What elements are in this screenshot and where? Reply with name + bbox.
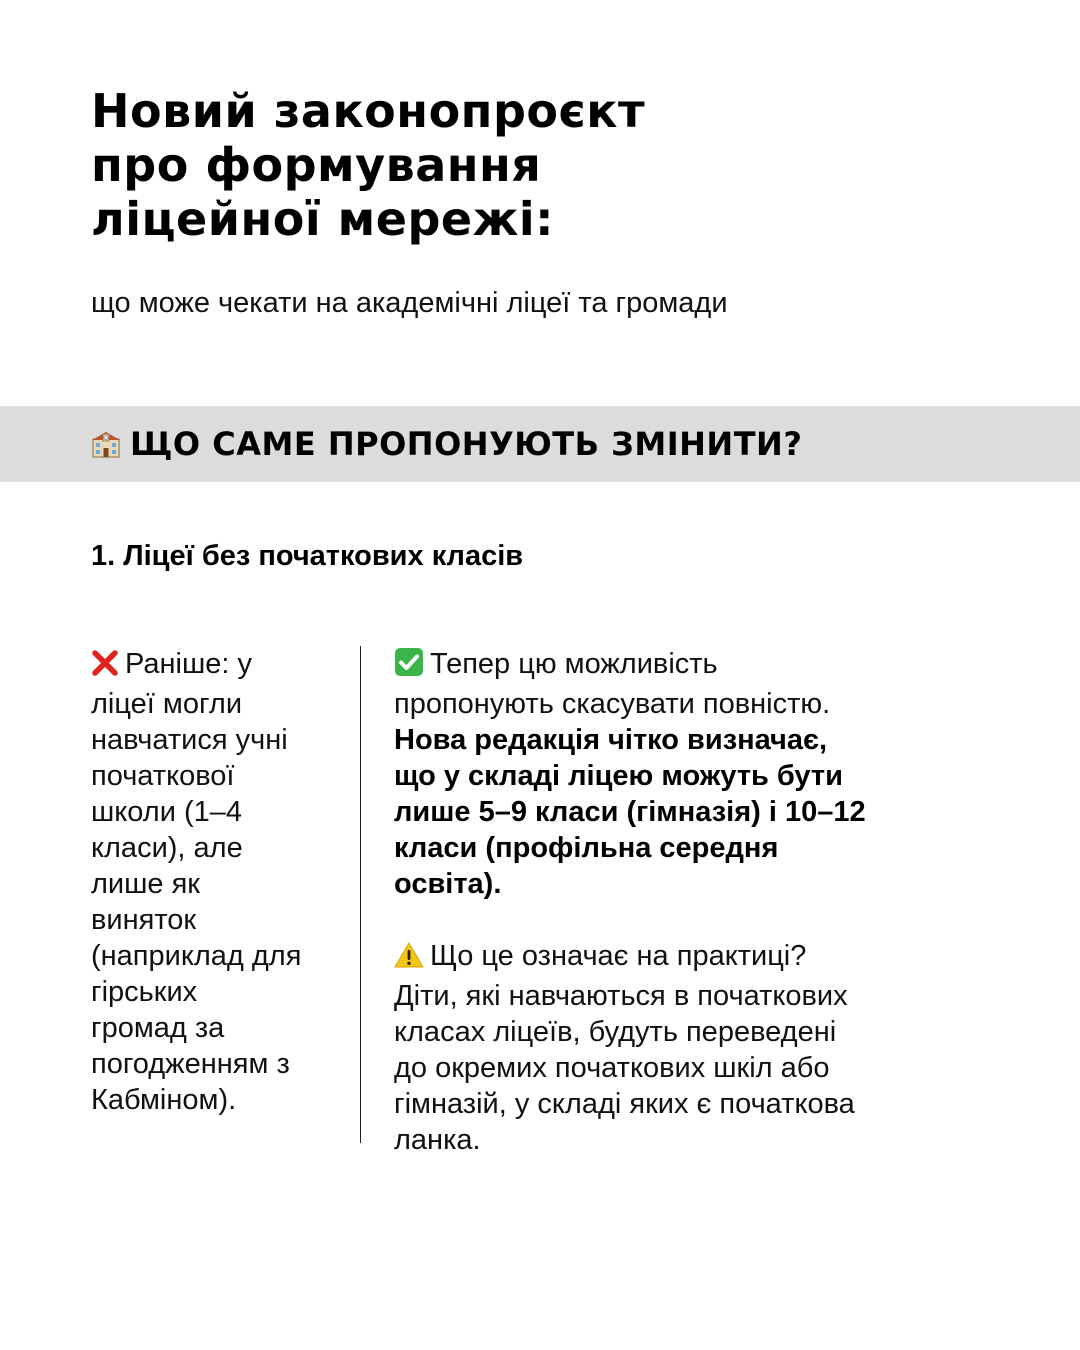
before-line: Раніше: у (91, 646, 341, 686)
school-building-icon (91, 429, 121, 459)
after-bold-line: що у складі ліцею можуть бути (394, 760, 843, 792)
before-line: виняток (91, 904, 197, 936)
column-divider (360, 646, 361, 1143)
after-column (394, 646, 1034, 1158)
before-line: (наприклад для (91, 940, 302, 972)
after-bold-line: класи (профільна середня (394, 832, 779, 864)
section-banner (0, 406, 1080, 482)
green-check-icon (394, 647, 424, 686)
before-line: громад за (91, 1012, 225, 1044)
page-title (91, 84, 991, 246)
after-bold-line: лише 5–9 класи (гімназія) і 10–12 (394, 796, 866, 828)
before-line: навчатися учні (91, 724, 288, 756)
practice-line: ланка. (394, 1124, 481, 1156)
before-line: ліцеї могли (91, 688, 243, 720)
practice-line: до окремих початкових шкіл або (394, 1052, 830, 1084)
before-line: Кабміном). (91, 1084, 237, 1116)
practice-line: класах ліцеїв, будуть переведені (394, 1016, 837, 1048)
after-line: Тепер цю можливість (394, 646, 1034, 686)
before-line: початкової (91, 760, 235, 792)
practice-line: Діти, які навчаються в початкових (394, 980, 848, 1012)
banner-text: ЩО САМЕ ПРОПОНУЮТЬ ЗМІНИТИ? (130, 425, 803, 463)
after-bold-line: Нова редакція чітко визначає, (394, 724, 828, 756)
practice-line: Що це означає на практиці? (394, 938, 1034, 978)
before-line: гірських (91, 976, 198, 1008)
warning-icon (394, 941, 424, 978)
after-line: пропонують скасувати повністю. (394, 688, 831, 720)
before-column (91, 646, 341, 1118)
practice-line: гімназій, у складі яких є початкова (394, 1088, 855, 1120)
page-subtitle: що може чекати на академічні ліцеї та громади (91, 287, 728, 319)
title-line-3: ліцейної мережі: (91, 192, 555, 246)
before-line: класи), але (91, 832, 243, 864)
paragraph-gap (394, 902, 1034, 938)
before-line: лише як (91, 868, 200, 900)
before-line: погодженням з (91, 1048, 290, 1080)
title-line-2: про формування (91, 138, 542, 192)
before-line: школи (1–4 (91, 796, 242, 828)
title-line-1: Новий законопроєкт (91, 84, 646, 138)
section-heading: 1. Ліцеї без початкових класів (91, 540, 524, 572)
red-cross-icon (91, 649, 119, 686)
after-bold-line: освіта). (394, 868, 502, 900)
